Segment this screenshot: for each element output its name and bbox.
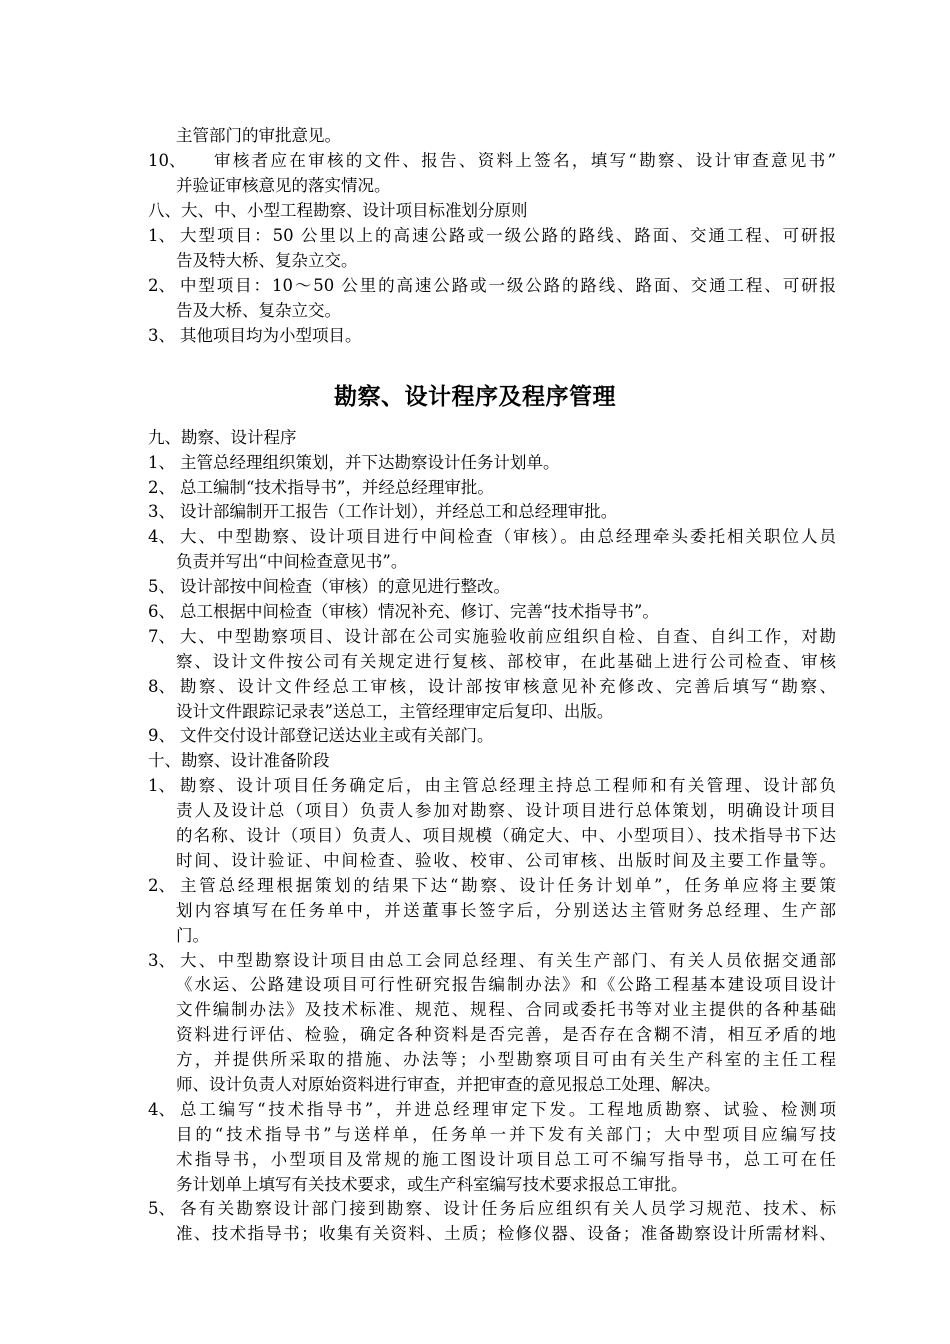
text-line: 总工根据中间检查（审核）情况补充、修订、完善“技术指导书”。: [180, 602, 659, 621]
text-line: 目的“技术指导书”与送样单，任务单一并下发有关部门；大中型项目应编写技: [176, 1125, 836, 1144]
text-line: 主管总经理组织策划，并下达勘察设计任务计划单。: [180, 453, 560, 472]
text-line: 的名称、设计（项目）负责人、项目规模（确定大、中、小型项目）、技术指导书下达: [176, 826, 836, 845]
text-line: 资料进行评估、检验，确定各种资料是否完善，是否存在含糊不清，相互矛盾的地: [176, 1025, 836, 1044]
section-heading: 八、大、中、小型工程勘察、设计项目标准划分原则: [148, 201, 528, 220]
text-line: 方，并提供所采取的措施、办法等；小型勘察项目可由有关生产科室的主任工程: [176, 1050, 836, 1069]
text-line: 负责并写出“中间检查意见书”。: [176, 552, 408, 571]
text-line: 审核者应在审核的文件、报告、资料上签名，填写“勘察、设计审查意见书”: [214, 151, 836, 170]
text-line: 时间、设计验证、中间检查、验收、校审、公司审核、出版时间及主要工作量等。: [176, 851, 836, 870]
item-number: 2、: [148, 478, 175, 497]
item-number: 4、: [148, 1100, 175, 1119]
text-line: 门。: [176, 926, 209, 945]
text-line: 中型项目：10～50 公里的高速公路或一级公路的路线、路面、交通工程、可研报: [180, 276, 836, 295]
item-number: 1、: [148, 453, 175, 472]
text-line: 并验证审核意见的落实情况。: [176, 176, 391, 195]
text-line: 告及特大桥、复杂立交。: [176, 251, 358, 270]
text-line: 大型项目：50 公里以上的高速公路或一级公路的路线、路面、交通工程、可研报: [180, 226, 836, 245]
item-number: 8、: [148, 677, 175, 696]
item-number: 1、: [148, 226, 175, 245]
text-line: 大、中型勘察、设计项目进行中间检查（审核）。由总经理牵头委托相关职位人员: [180, 527, 836, 546]
text-line: 各有关勘察设计部门接到勘察、设计任务后应组织有关人员学习规范、技术、标: [180, 1199, 836, 1218]
text-line: 师、设计负责人对原始资料进行审查，并把审查的意见报总工处理、解决。: [176, 1075, 721, 1094]
item-number: 1、: [148, 776, 175, 795]
text-line: 主管总经理根据策划的结果下达“勘察、设计任务计划单”，任务单应将主要策: [180, 876, 836, 895]
text-line: 设计部按中间检查（审核）的意见进行整改。: [180, 577, 510, 596]
text-line: 术指导书，小型项目及常规的施工图设计项目总工可不编写指导书，总工可在任: [176, 1150, 836, 1169]
text-line: 总工编写“技术指导书”，并进总经理审定下发。工程地质勘察、试验、检测项: [180, 1100, 836, 1119]
text-line: 《水运、公路建设项目可行性研究报告编制办法》和《公路工程基本建设项目设计: [176, 975, 836, 994]
text-line: 文件编制办法》及技术标准、规范、规程、合同或委托书等对业主提供的各种基础: [176, 1000, 836, 1019]
text-line: 勘察、设计项目任务确定后，由主管总经理主持总工程师和有关管理、设计部负: [180, 776, 836, 795]
text-line: 务计划单上填写有关技术要求，或生产科室编写技术要求报总工审批。: [176, 1175, 688, 1194]
text-line: 责人及设计总（项目）负责人参加对勘察、设计项目进行总体策划，明确设计项目: [176, 801, 836, 820]
text-line: 其他项目均为小型项目。: [180, 326, 362, 345]
text-line: 准、技术指导书；收集有关资料、土质；检修仪器、设备；准备勘察设计所需材料、: [176, 1224, 836, 1243]
item-number: 6、: [148, 602, 175, 621]
item-number: 10、: [148, 151, 186, 170]
item-number: 5、: [148, 1199, 175, 1218]
item-number: 3、: [148, 951, 175, 970]
text-line: 大、中型勘察设计项目由总工会同总经理、有关生产部门、有关人员依据交通部: [180, 951, 836, 970]
text-line: 察、设计文件按公司有关规定进行复核、部校审，在此基础上进行公司检查、审核: [176, 652, 836, 671]
item-number: 5、: [148, 577, 175, 596]
item-number: 3、: [148, 502, 175, 521]
text-line: 设计部编制开工报告（工作计划），并经总工和总经理审批。: [180, 502, 618, 521]
item-number: 9、: [148, 726, 175, 745]
section-heading: 十、勘察、设计准备阶段: [148, 751, 330, 770]
text-line: 主管部门的审批意见。: [176, 126, 341, 145]
text-line: 告及大桥、复杂立交。: [176, 301, 341, 320]
section-heading: 九、勘察、设计程序: [148, 428, 297, 447]
item-number: 7、: [148, 627, 175, 646]
text-line: 总工编制“技术指导书”，并经总经理审批。: [180, 478, 494, 497]
item-number: 2、: [148, 876, 175, 895]
text-line: 设计文件跟踪记录表”送总工，主管经理审定后复印、出版。: [176, 702, 614, 721]
text-line: 大、中型勘察项目、设计部在公司实施验收前应组织自检、自查、自纠工作，对勘: [180, 627, 836, 646]
item-number: 4、: [148, 527, 175, 546]
page-title: 勘察、设计程序及程序管理: [334, 383, 616, 410]
item-number: 3、: [148, 326, 175, 345]
text-line: 划内容填写在任务单中，并送董事长签字后，分别送达主管财务总经理、生产部: [176, 901, 836, 920]
text-line: 勘察、设计文件经总工审核，设计部按审核意见补充修改、完善后填写“勘察、: [180, 677, 836, 696]
item-number: 2、: [148, 276, 175, 295]
text-line: 文件交付设计部登记送达业主或有关部门。: [180, 726, 494, 745]
